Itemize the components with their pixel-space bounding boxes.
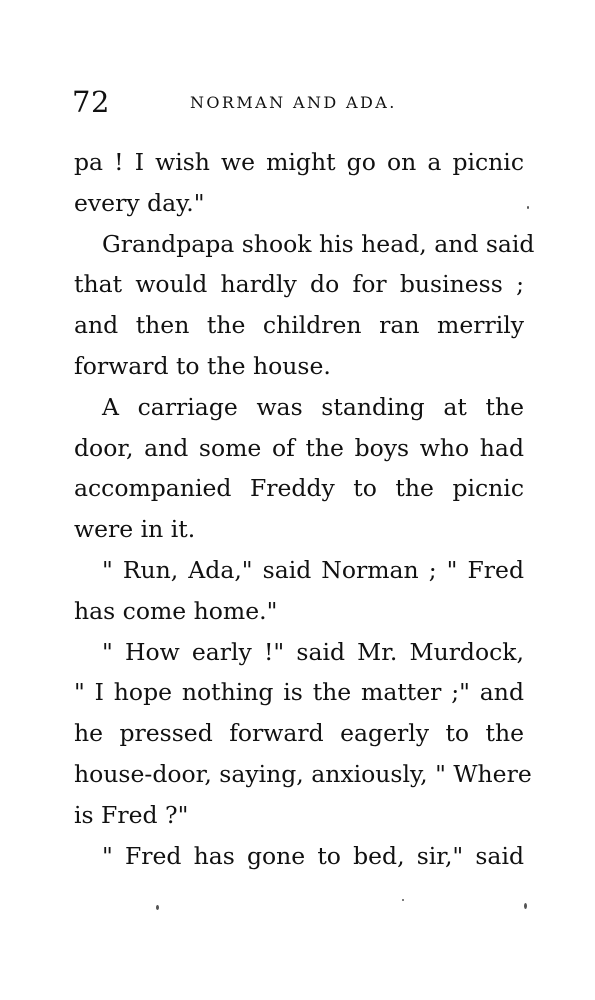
ink-speck [402, 899, 404, 901]
text-line: " Fred has gone to bed, sir," said [102, 841, 524, 870]
text-line: Grandpapa shook his head, and said [102, 229, 535, 258]
ink-speck [524, 903, 527, 909]
text-line: were in it. [74, 515, 196, 544]
page-header [72, 84, 524, 124]
text-line: pa ! I wish we might go on a picnic [74, 148, 524, 176]
text-line: " How early !" said Mr. Murdock, [102, 637, 524, 666]
page-number: 72 [72, 85, 110, 119]
text-line: accompanied Freddy to the picnic [74, 474, 524, 503]
text-line: A carriage was standing at the [102, 392, 524, 421]
text-line: he pressed forward eagerly to the [74, 719, 524, 748]
text-line: that would hardly do for business ; [74, 270, 524, 299]
text-line: has come home." [74, 596, 278, 625]
text-line: forward to the house. [74, 351, 331, 380]
body-text [74, 142, 535, 876]
text-line: " Run, Ada," said Norman ; " Fred [102, 555, 524, 584]
text-line: " I hope nothing is the matter ;" and [74, 678, 524, 707]
text-line: every day." [74, 188, 205, 217]
ink-speck [527, 206, 529, 209]
text-line: is Fred ?" [74, 800, 189, 829]
text-line: door, and some of the boys who had [74, 433, 524, 462]
ink-speck [156, 905, 159, 910]
text-line: house-door, saying, anxiously, " Where [74, 759, 532, 788]
text-line: and then the children ran merrily [74, 311, 524, 340]
running-head: NORMAN AND ADA. [190, 93, 397, 112]
